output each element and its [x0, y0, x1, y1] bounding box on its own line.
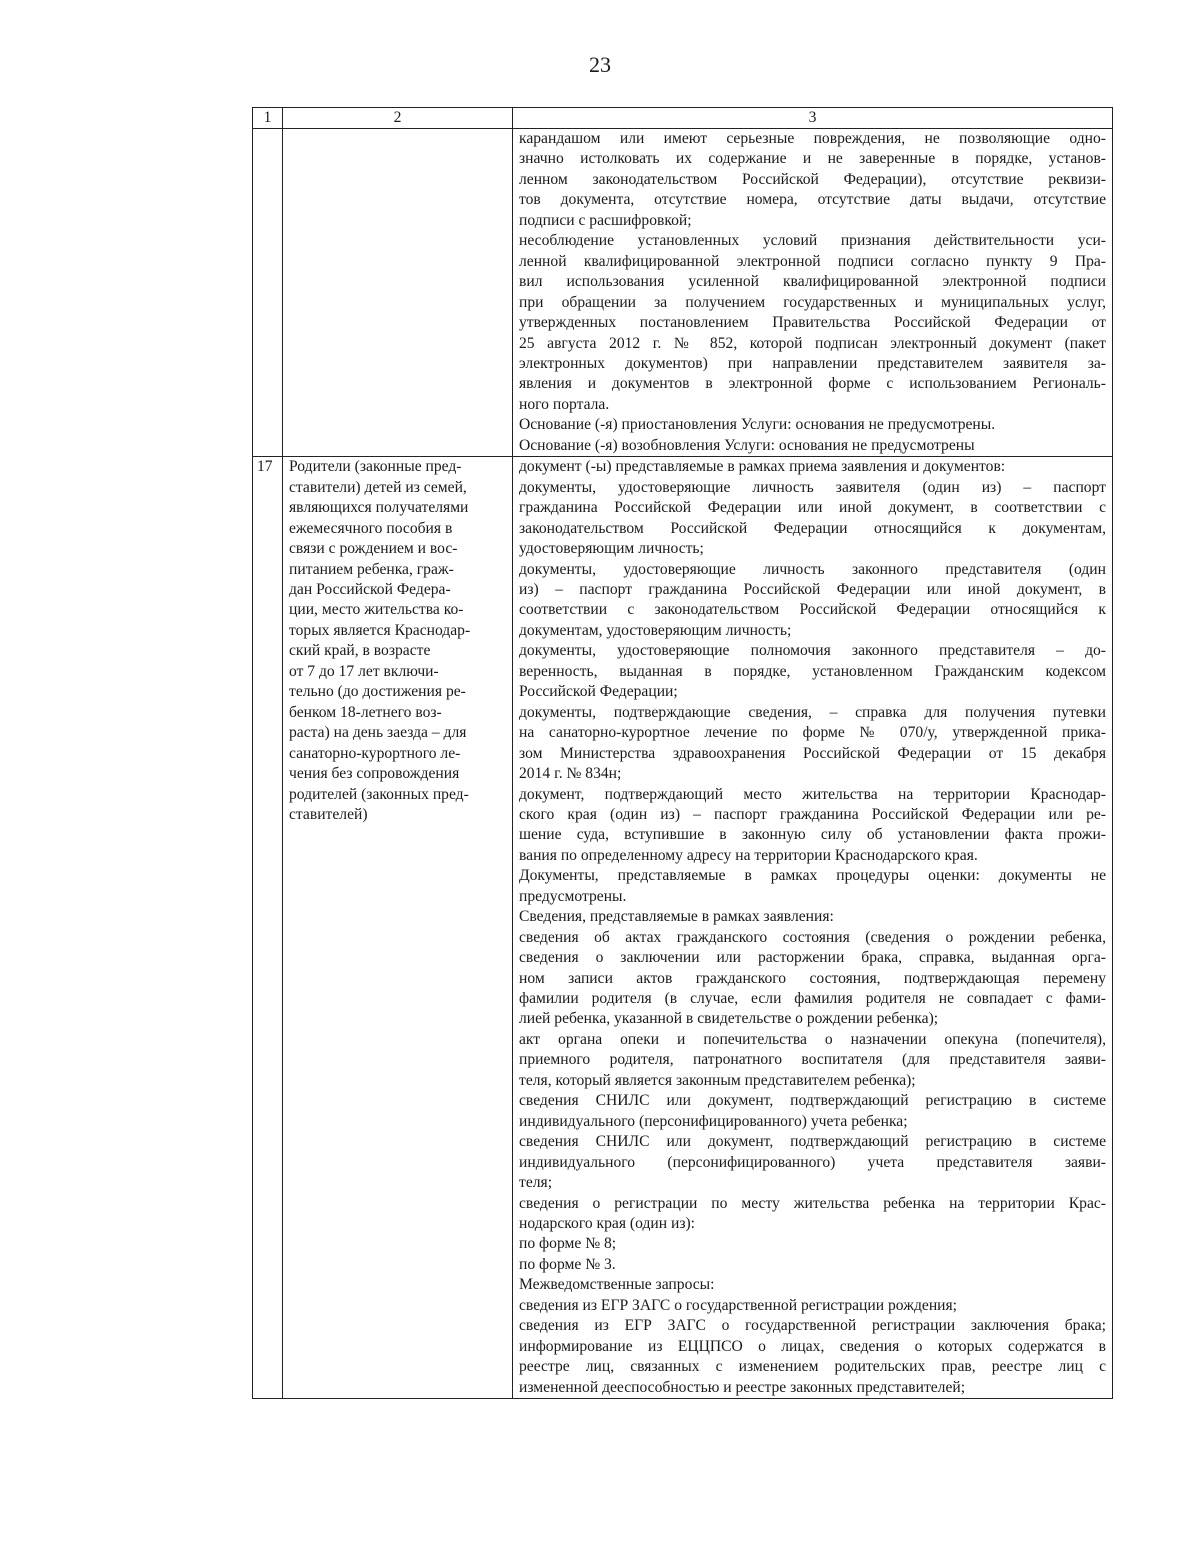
text-line: Родители (законные пред-: [289, 458, 462, 476]
text-line: Документы, представляемые в рамках процедуры оценки: документы не: [519, 867, 1106, 885]
text-line: 2014 г. № 834н;: [519, 765, 622, 783]
text-line: являющихся получателями: [289, 499, 469, 517]
text-line: торых является Краснодар-: [289, 621, 471, 639]
text-line: дан Российской Федера-: [289, 580, 451, 598]
table-row-17: [253, 457, 1113, 1399]
text-line: на санаторно-курортное лечение по форме № 070/у, утвержденной прика-: [519, 724, 1106, 742]
text-line: ежемесячного пособия в: [289, 519, 453, 537]
text-line: соответствии с законодательством Российской Федерации относящийся к: [519, 601, 1106, 619]
text-line: ном записи актов гражданского состояния, подтверждающая перемену: [519, 969, 1106, 987]
text-line: тов документа, отсутствие номера, отсутствие даты выдачи, отсутствие: [519, 191, 1106, 209]
text-line: ский край, в возрасте: [289, 642, 431, 660]
text-line: вания по определенному адресу на территории Краснодарского края.: [519, 846, 978, 864]
text-line: ции, место жительства ко-: [289, 601, 464, 619]
text-line: ленной квалифицированной электронной подписи согласно пункту 9 Пра-: [519, 252, 1106, 270]
text-line: сведения о заключении или расторжении брака, справка, выданная орга-: [519, 949, 1106, 967]
text-line: сведения из ЕГР ЗАГС о государственной регистрации заключения брака;: [519, 1317, 1106, 1335]
header-col-3: 3: [513, 108, 1113, 129]
text-line: при обращении за получением государственных и муниципальных услуг,: [519, 293, 1106, 311]
text-line: ставители) детей из семей,: [289, 478, 467, 496]
header-col-1: 1: [253, 108, 283, 129]
text-line: Межведомственные запросы:: [519, 1276, 715, 1294]
text-line: от 7 до 17 лет включи-: [289, 662, 439, 680]
row-number: 17: [253, 457, 283, 1399]
text-line: документам, удостоверяющим личность;: [519, 621, 792, 639]
text-line: документ, подтверждающий место жительства на территории Краснодар-: [519, 785, 1106, 803]
text-line: ского края (один из) – паспорт гражданина Российской Федерации или ре-: [519, 805, 1106, 823]
text-line: значно истолковать их содержание и не заверенные в порядке, установ-: [519, 150, 1106, 168]
text-line: чения без сопровождения: [289, 765, 460, 783]
text-line: измененной дееспособностью и реестре законных представителей;: [519, 1378, 966, 1396]
text-line: индивидуального (персонифицированного) учета ребенка;: [519, 1112, 908, 1130]
text-line: 25 августа 2012 г. № 852, которой подписан электронный документ (пакет: [519, 334, 1106, 352]
text-line: реестре лиц, связанных с изменением родительских прав, реестре лиц с: [519, 1358, 1106, 1376]
text-line: вил использования усиленной квалифицированной электронной подписи: [519, 273, 1106, 291]
text-line: тельно (до достижения ре-: [289, 683, 466, 701]
text-line: Основание (-я) возобновления Услуги: основания не предусмотрены: [519, 436, 975, 454]
text-line: санаторно-курортного ле-: [289, 744, 461, 762]
text-line: предусмотрены.: [519, 887, 627, 905]
text-line: информирование из ЕЦЦПСО о лицах, сведения о которых содержатся в: [519, 1337, 1106, 1355]
text-line: питанием ребенка, граж-: [289, 560, 454, 578]
text-line: бенком 18-летнего воз-: [289, 703, 442, 721]
text-line: документы, подтверждающие сведения, – справка для получения путевки: [519, 703, 1106, 721]
text-line: утвержденных постановлением Правительства Российской Федерации от: [519, 314, 1106, 332]
text-line: нодарского края (один из):: [519, 1215, 696, 1233]
text-line: ставителей): [289, 805, 368, 823]
text-line: Основание (-я) приостановления Услуги: основания не предусмотрены.: [519, 416, 996, 434]
text-line: законодательством Российской Федерации относящийся к документам,: [519, 519, 1106, 537]
text-line: сведения СНИЛС или документ, подтверждающий регистрацию в системе: [519, 1133, 1106, 1151]
text-line: документы, удостоверяющие личность заявителя (один из) – паспорт: [519, 478, 1106, 496]
text-line: теля;: [519, 1174, 553, 1192]
cont-number-cell: [253, 129, 283, 457]
text-line: сведения о регистрации по месту жительства ребенка на территории Крас-: [519, 1194, 1106, 1212]
text-line: несоблюдение установленных условий признания действительности уси-: [519, 232, 1106, 250]
cont-documents-cell: [513, 129, 1113, 457]
text-line: гражданина Российской Федерации или иной документ, в соответствии с: [519, 499, 1106, 517]
text-line: документ (-ы) представляемые в рамках приема заявления и документов:: [519, 458, 1006, 476]
text-line: документы, удостоверяющие личность законного представителя (один: [519, 560, 1106, 578]
text-line: лией ребенка, указанной в свидетельстве о рождении ребенка);: [519, 1010, 939, 1028]
applicant-category-cell: [283, 457, 513, 1399]
text-line: сведения СНИЛС или документ, подтверждающий регистрацию в системе: [519, 1092, 1106, 1110]
text-line: карандашом или имеют серьезные повреждения, не позволяющие одно-: [519, 130, 1106, 147]
documents-cell: [513, 457, 1113, 1399]
page-number: 23: [589, 52, 611, 77]
text-line: из) – паспорт гражданина Российской Федерации или иной документ, в: [519, 580, 1106, 598]
services-table: [252, 107, 1113, 1399]
text-line: удостоверяющим личность;: [519, 540, 704, 558]
cont-category-cell: [283, 129, 513, 457]
table-header-row: [253, 108, 1113, 129]
text-line: Российской Федерации;: [519, 683, 678, 701]
text-line: сведения из ЕГР ЗАГС о государственной регистрации рождения;: [519, 1296, 958, 1314]
text-line: подписи с расшифровкой;: [519, 211, 692, 229]
text-line: по форме № 8;: [519, 1235, 617, 1253]
text-line: веренность, выданная в порядке, установленном Гражданским кодексом: [519, 662, 1106, 680]
text-line: связи с рождением и вос-: [289, 540, 458, 558]
text-line: теля, который является законным представителем ребенка);: [519, 1071, 916, 1089]
text-line: по форме № 3.: [519, 1255, 616, 1273]
text-line: ленном законодательством Российской Федерации), отсутствие реквизи-: [519, 170, 1106, 188]
text-line: фамилии родителя (в случае, если фамилия родителя не совпадает с фами-: [519, 990, 1106, 1008]
header-col-2: 2: [283, 108, 513, 129]
text-line: приемного родителя, патронатного воспитателя (для представителя заяви-: [519, 1051, 1106, 1069]
text-line: сведения об актах гражданского состояния (сведения о рождении ребенка,: [519, 928, 1106, 946]
text-line: электронных документов) при направлении представителем заявителя за-: [519, 354, 1106, 372]
text-line: Сведения, представляемые в рамках заявления:: [519, 908, 834, 926]
text-line: индивидуального (персонифицированного) учета представителя заяви-: [519, 1153, 1106, 1171]
text-line: документы, удостоверяющие полномочия законного представителя – до-: [519, 642, 1106, 660]
text-line: акт органа опеки и попечительства о назначении опекуна (попечителя),: [519, 1030, 1106, 1048]
text-line: зом Министерства здравоохранения Российской Федерации от 15 декабря: [519, 744, 1106, 762]
text-line: родителей (законных пред-: [289, 785, 469, 803]
text-line: шение суда, вступившие в законную силу об установлении факта прожи-: [519, 826, 1106, 844]
text-line: ного портала.: [519, 395, 610, 413]
table-row-continuation: [253, 129, 1113, 457]
text-line: явления и документов в электронной форме с использованием Региональ-: [519, 375, 1106, 393]
text-line: раста) на день заезда – для: [289, 724, 467, 742]
